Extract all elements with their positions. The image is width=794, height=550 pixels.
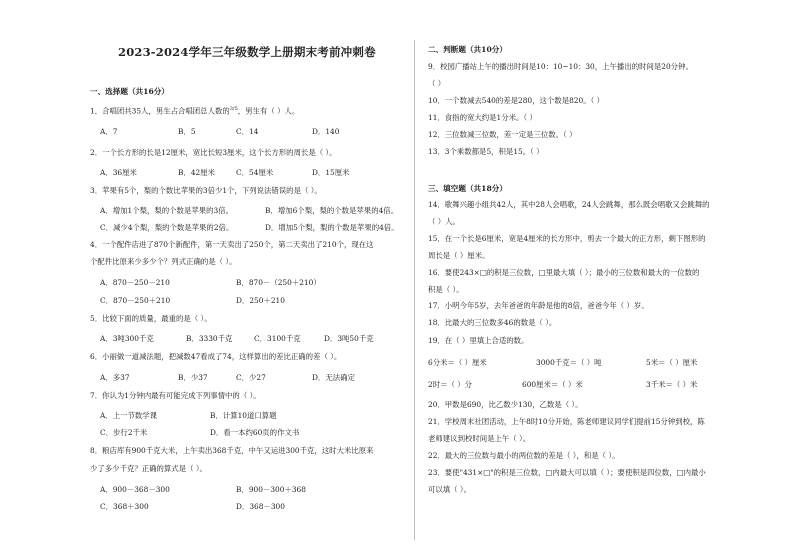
- question-22: 22．最大的三位数与最小的两位数的差是（ ），和是（ ）。: [428, 451, 620, 460]
- q7-option-b[interactable]: B．计算10道口算题: [210, 411, 277, 420]
- conversion-1-b: 3000千克＝（ ）吨: [536, 358, 602, 367]
- q6-option-d[interactable]: D．无法确定: [312, 373, 355, 382]
- q5-option-a[interactable]: A．3吨300千克: [100, 334, 154, 343]
- q2-option-d[interactable]: D．15厘米: [312, 168, 350, 177]
- q7-option-d[interactable]: D．看一本约60页的作文书: [210, 428, 300, 437]
- question-18: 18．比最大的三位数多46的数是（ ）。: [428, 318, 557, 327]
- question-23-line-1: 23．要使"431×□"的积是三位数，□内最大可以填（ ）；要使积是四位数，□内最小: [428, 468, 706, 477]
- q5-option-d[interactable]: D．3吨50千克: [324, 334, 374, 343]
- q6-option-a[interactable]: A．多37: [100, 373, 130, 382]
- question-5: 5．比较下面的质量，最重的是（ ）。: [90, 314, 212, 323]
- column-divider: [414, 40, 415, 540]
- question-15-line-1: 15．在一个长是6厘米，宽是4厘米的长方形中，剪去一个最大的正方形，剩下图形的: [428, 234, 706, 243]
- q8-option-b[interactable]: B．900－300＋368: [236, 485, 306, 494]
- question-1-tail: ，男生有（ ）人。: [237, 106, 300, 116]
- q3-option-b[interactable]: B．增加6个梨，梨的个数是苹果的4倍。: [265, 206, 399, 215]
- q4-option-b[interactable]: B．870－（250＋210）: [236, 278, 321, 287]
- q3-option-d[interactable]: D．增加5个梨，梨的个数是苹果的4倍。: [265, 223, 399, 232]
- q5-option-c[interactable]: C．3100千克: [254, 334, 301, 343]
- q3-option-c[interactable]: C．减少4个梨，梨的个数是苹果的2倍。: [100, 223, 234, 232]
- conversion-1-c: 5米＝（ ）厘米: [646, 358, 698, 367]
- q4-option-a[interactable]: A．870－250－210: [100, 278, 170, 287]
- question-21-line-1: 21．学校周末社团活动，上午8时10分开始，陈老师建议同学们提前15分钟到校，陈: [428, 417, 705, 426]
- question-19: 19．在（ ）里填上合适的数。: [428, 336, 529, 345]
- question-11: 11．食指的宽大约是1分米。（ ）: [428, 113, 537, 122]
- q2-option-a[interactable]: A．36厘米: [100, 168, 137, 177]
- q1-option-a[interactable]: A．7: [100, 127, 118, 136]
- question-1-text: 1．合唱团共35人，男生占合唱团总人数的: [90, 106, 230, 116]
- question-12: 12．三位数减三位数，差一定是三位数。（ ）: [428, 130, 577, 139]
- question-20: 20．甲数是690，比乙数少130，乙数是（ ）。: [428, 400, 583, 409]
- q8-option-c[interactable]: C．368＋300: [100, 502, 149, 511]
- page-title: 2023-2024学年三年级数学上册期末考前冲刺卷: [118, 45, 376, 59]
- question-3: 3．苹果有5个，梨的个数比苹果的3倍少1个，下列说法错误的是（ ）。: [90, 186, 322, 195]
- question-1: [90, 104, 299, 116]
- question-16-line-2: 积是（ ）。: [428, 285, 464, 294]
- conversion-2-a: 2时＝（ ）分: [428, 380, 473, 389]
- question-16-line-1: 16．要使243×□的积是三位数，□里最大填（ ）；最小的三位数和最大的一位数的: [428, 268, 700, 277]
- question-9-line-1: 9．校园广播站上午的播出时间是10：10~10：30，上午播出的时间是20分钟。: [428, 62, 693, 71]
- question-9-blank[interactable]: （ ）: [428, 79, 446, 88]
- question-7: 7．你认为1分钟内最有可能完成下列事情中的（ ）。: [90, 391, 261, 400]
- conversion-2-c: 3千米＝（ ）米: [646, 380, 698, 389]
- question-1-fraction: 3/5: [229, 106, 238, 112]
- q4-option-d[interactable]: D．250＋210: [236, 296, 285, 305]
- q8-option-d[interactable]: D．368－300: [236, 502, 285, 511]
- q1-option-d[interactable]: D．140: [312, 127, 340, 136]
- question-21-line-2: 老师建议到校时间是上午（ ）。: [428, 434, 531, 443]
- q6-option-b[interactable]: B．少37: [178, 373, 208, 382]
- q4-option-c[interactable]: C．870－250＋210: [100, 296, 171, 305]
- conversion-1-a: 6分米＝（ ）厘米: [428, 358, 487, 367]
- question-13: 13．3个乘数都是5，积是15。（ ）: [428, 147, 544, 156]
- q7-option-c[interactable]: C．步行2千米: [100, 428, 148, 437]
- question-10: 10．一个数减去540的差是280，这个数是820。（ ）: [428, 96, 605, 105]
- question-8-line-2: 少了多少千克？正确的算式是（ ）。: [90, 464, 207, 473]
- question-8-line-1: 8．粮店库有900千克大米，上午卖出368千克，中午又运进300千克，这时大米比原来: [90, 446, 374, 455]
- question-15-line-2: 周长是（ ）厘米。: [428, 251, 490, 260]
- q2-option-c[interactable]: C．54厘米: [236, 168, 274, 177]
- q5-option-b[interactable]: B．3330千克: [186, 334, 233, 343]
- question-14-line-1: 14．歌舞兴趣小组共42人，其中28人会唱歌，24人会跳舞，那么既会唱歌又会跳舞的: [428, 200, 710, 209]
- question-2: 2．一个长方形的长是12厘米，宽比长短3厘米，这个长方形的周长是（ ）。: [90, 148, 337, 157]
- q7-option-a[interactable]: A．上一节数学课: [100, 411, 158, 420]
- q2-option-b[interactable]: B．42厘米: [178, 168, 216, 177]
- question-4-line-2: 个配件比原来少多少个？列式正确的是（ ）。: [90, 257, 237, 266]
- q8-option-a[interactable]: A．900－368－300: [100, 485, 170, 494]
- question-14-line-2: （ ）人。: [428, 217, 460, 226]
- q1-option-b[interactable]: B．5: [178, 127, 196, 136]
- question-23-line-2: 可以填（ ）。: [428, 485, 471, 494]
- section-fill-heading: 三、填空题（共18分）: [428, 184, 507, 193]
- q3-option-a[interactable]: A．增加1个梨，梨的个数是苹果的3倍。: [100, 206, 233, 215]
- question-4-line-1: 4．一个配件店进了870个新配件，第一天卖出了250个，第二天卖出了210个，现在这: [90, 240, 374, 249]
- section-choice-heading: 一、选择题（共16分）: [90, 87, 169, 96]
- conversion-2-b: 600厘米＝（ ）米: [522, 380, 583, 389]
- question-6: 6．小丽做一道减法题，把减数47看成了74，这样算出的差比正确的差（ ）。: [90, 352, 342, 361]
- q1-option-c[interactable]: C．14: [236, 127, 259, 136]
- section-judge-heading: 二、判断题（共10分）: [428, 45, 507, 54]
- question-17: 17．小明今年5岁，去年爸爸的年龄是他的8倍，爸爸今年（ ）岁。: [428, 301, 649, 310]
- q6-option-c[interactable]: C．少27: [236, 373, 266, 382]
